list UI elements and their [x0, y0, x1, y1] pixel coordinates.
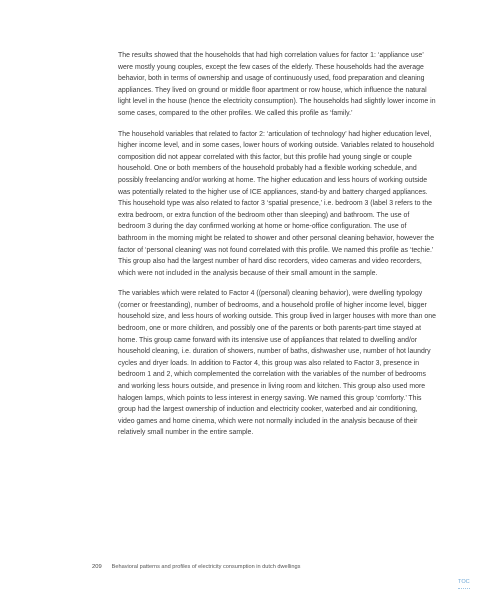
paragraph-family-profile: The results showed that the households that had high correlation values for factor 1: ‘appliance use’ were mostly young couples, except the few cases of the elderly. These households had the average behavior, both in terms of ownership and usage of continuously used, food preparation and cleaning appliances. They lived on ground or middle floor apartment or row house, which influence the natural light level in the house (hence the electricity consumption). The households had slightly lower income in some cases, compared to the other profiles. We called this profile as ‘family.’	[118, 52, 436, 117]
page-number: 209	[92, 564, 102, 570]
running-title: Behavioral patterns and profiles of electricity consumption in dutch dwellings	[111, 564, 301, 570]
toc-underline	[458, 588, 470, 589]
page-footer	[92, 564, 300, 570]
paragraph-comforty-profile: The variables which were related to Factor 4 ((personal) cleaning behavior), were dwelling typology (corner or freestanding), number of bedrooms, and a household profile of higher income level, bigger household size, and less hours of working outside. This group lived in larger houses with more than one bedroom, one or more children, and possibly one of the parents or both parents-part time stayed at home. This group came forward with its intensive use of appliances that related to dwelling and/or household cleaning, i.e. duration of showers, number of baths, dishwasher use, number of hot laundry cycles and dryer loads. In addition to Factor 4, this group was also related to Factor 3, presence in bedroom 1 and 2, which complemented the correlation with the variables of the number of bedrooms and working less hours outside, and presence in living room and kitchen. This group also used more halogen lamps, which points to less interest in energy saving. We named this group ‘comforty.’ This group had the largest ownership of induction and electricity cooker, waterbed and air conditioning, video games and home cinema, which were not normally included in the analysis because of their relatively small number in the entire sample.	[118, 290, 436, 437]
paragraph-techie-profile: The household variables that related to factor 2: ‘articulation of technology’ had higher education level, higher income level, and in some cases, lower hours of working outside. Variables related to household composition did not appear correlated with this factor, but this profile had young single or couple household. One or both members of the household probably had a flexible working schedule, and possibly freelancing and/or working at home. The higher education and less hours of working outside was potentially related to the higher use of ICE appliances, stand-by and battery charged appliances. This household type was also related to factor 3 ‘spatial presence,’ i.e. bedroom 3 (label 3 refers to the extra bedroom, or extra function of the bedroom other than sleeping) and bathroom. The use of bedroom 3 during the day confirmed working at home or home-office configuration. The use of bathroom in the morning might be related to shower and other personal cleaning behavior, however the factor of ‘personal cleaning’ was not found correlated with this profile. We named this profile as ‘techie.’ This group also had the largest number of hard disc recorders, video cameras and video recorders, which were not included in the analysis because of their small amount in the sample.	[118, 130, 435, 277]
toc-link[interactable]: TOC	[458, 579, 470, 585]
main-content	[118, 50, 436, 448]
